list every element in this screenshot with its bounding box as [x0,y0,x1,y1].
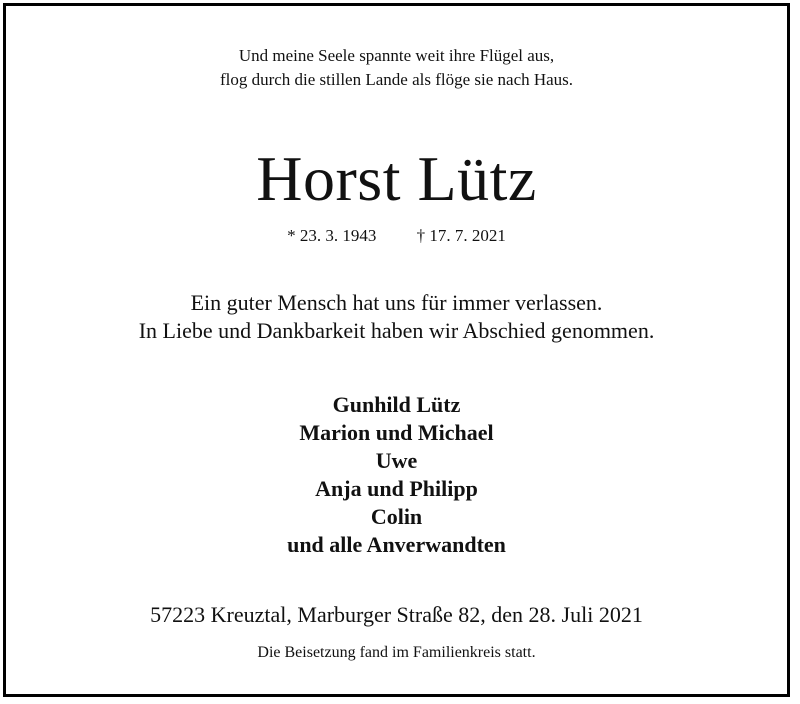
mourner-name: Uwe [375,448,418,473]
farewell-message [6,289,787,345]
deceased-name: Horst Lütz [256,143,537,214]
mourner-name: Anja und Philipp [315,476,478,501]
poem-verse [6,44,787,92]
mourner-name: Colin [370,504,423,529]
life-dates [6,224,787,248]
mourner-name: und alle Anverwandten [287,532,506,557]
message-line: Ein guter Mensch hat uns für immer verlassen. [190,290,603,315]
poem-line: flog durch die stillen Lande als flöge sie nach Haus. [219,70,574,89]
obituary-card [3,3,790,697]
message-line: In Liebe und Dankbarkeit haben wir Abschied genommen. [138,318,655,343]
funeral-note: Die Beisetzung fand im Familienkreis statt. [257,644,536,661]
address-line: 57223 Kreuztal, Marburger Straße 82, den 28. Juli 2021 [150,602,643,627]
birth-date: * 23. 3. 1943 [287,226,377,245]
death-date: † 17. 7. 2021 [416,226,506,245]
poem-line: Und meine Seele spannte weit ihre Flügel aus, [238,46,555,65]
mourners-list [6,391,787,559]
mourner-name: Gunhild Lütz [332,392,461,417]
mourner-name: Marion und Michael [299,420,494,445]
